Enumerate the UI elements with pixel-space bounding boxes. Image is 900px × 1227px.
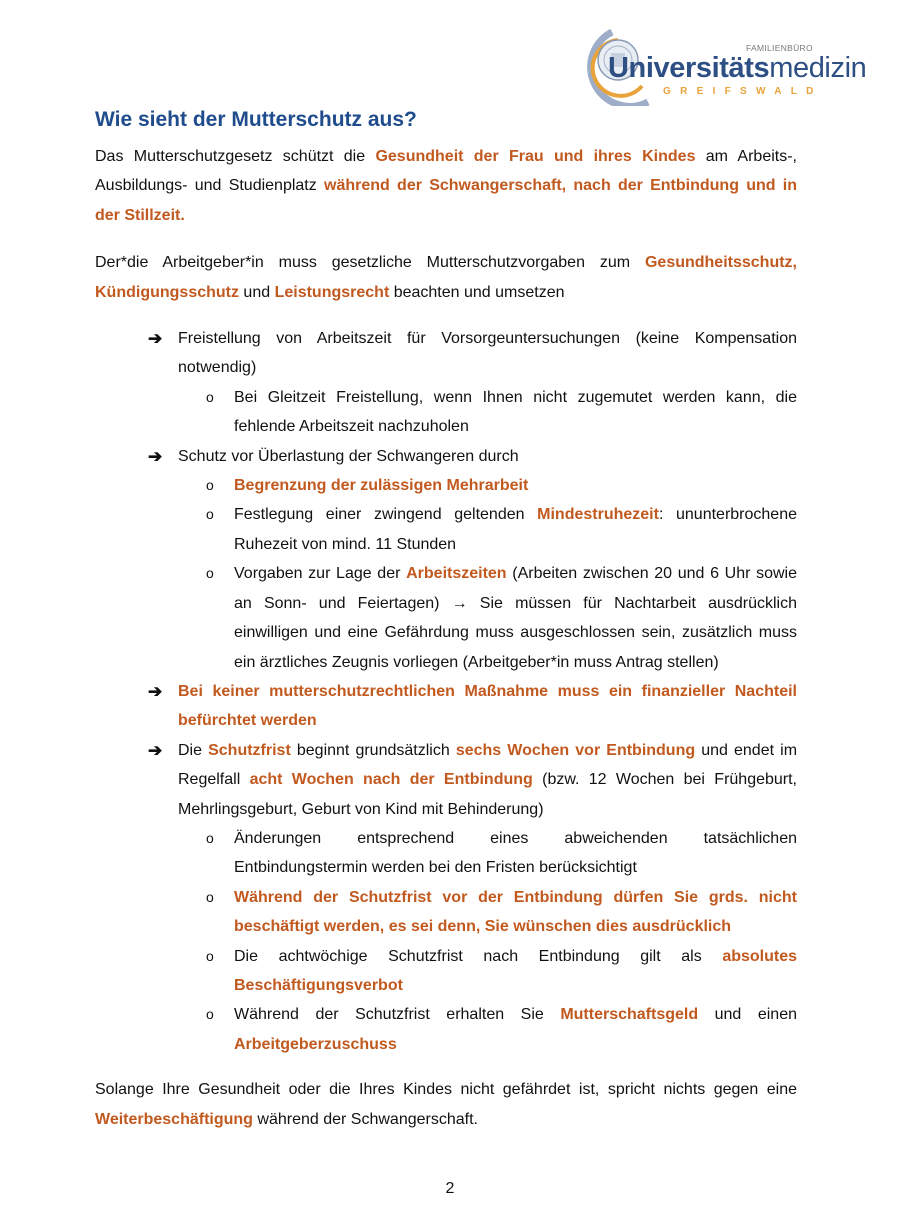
text-run: und bbox=[238, 283, 275, 301]
closing-paragraph bbox=[95, 1075, 797, 1134]
document-body bbox=[95, 105, 797, 1134]
sub-list-item bbox=[206, 824, 797, 883]
university-logo bbox=[572, 26, 867, 106]
text-run: Die bbox=[178, 741, 209, 759]
highlight-text: Arbeitszeiten bbox=[406, 565, 507, 583]
highlight-text: Weiterbeschäftigung bbox=[95, 1110, 253, 1128]
text-run: und endet im Regelfall bbox=[178, 741, 798, 789]
text-run: (bzw. 12 Wochen bei Frühgeburt, Mehrlingsgeburt, Geburt von Kind mit Behinderung) bbox=[178, 771, 798, 818]
text-run: am Arbeits-, Ausbildungs- und Studienplatz bbox=[95, 148, 797, 195]
highlight-text: sechs Wochen vor Entbindung bbox=[455, 741, 696, 759]
arrow-bullet-icon: ➔ bbox=[148, 681, 163, 701]
arrow-bullet-icon: ➔ bbox=[148, 740, 163, 760]
text-run: Der*die Arbeitgeber*in muss gesetzliche Mutterschutzvorgaben zum bbox=[95, 254, 645, 272]
highlight-text: Begrenzung der zulässigen Mehrarbeit bbox=[234, 477, 529, 495]
highlight-text: Arbeitgeberzuschuss bbox=[234, 1035, 397, 1053]
sub-list bbox=[178, 471, 797, 677]
text-run: beachten und umsetzen bbox=[389, 283, 565, 301]
list-item bbox=[95, 736, 797, 1059]
text-run: Festlegung einer zwingend geltenden bbox=[234, 506, 538, 524]
highlight-text: absolutes Beschäftigungsverbot bbox=[234, 947, 797, 994]
section-heading: Wie sieht der Mutterschutz aus? bbox=[95, 108, 417, 131]
circle-bullet-icon: o bbox=[206, 888, 214, 905]
list-item bbox=[95, 324, 797, 442]
logo-brand-light: medizin bbox=[769, 52, 867, 84]
circle-bullet-icon: o bbox=[206, 829, 214, 846]
arrow-right-icon: → bbox=[451, 594, 468, 612]
circle-bullet-icon: o bbox=[206, 1006, 214, 1023]
text-run: Solange Ihre Gesundheit oder die Ihres Kindes nicht gefährdet ist, spricht nichts gegen eine bbox=[95, 1081, 797, 1099]
sub-list-item bbox=[206, 942, 797, 1001]
highlight-text: Mindestruhezeit bbox=[537, 506, 659, 524]
arrow-bullet-icon: ➔ bbox=[148, 446, 163, 466]
highlight-text: Schutzfrist bbox=[208, 741, 291, 759]
measures-list bbox=[95, 324, 797, 1059]
circle-bullet-icon: o bbox=[206, 947, 214, 964]
logo-city: GREIFSWALD bbox=[663, 86, 823, 97]
highlight-text: Bei keiner mutterschutzrechtlichen Maßnahme muss ein finanzieller Nachteil befürchtet werden bbox=[178, 682, 797, 730]
highlight-text: Kündigungsschutz bbox=[95, 283, 239, 301]
sub-list-item bbox=[206, 883, 797, 942]
text-run: Das Mutterschutzgesetz schützt die bbox=[95, 148, 376, 165]
sub-list-item bbox=[206, 1000, 798, 1059]
list-item bbox=[95, 677, 797, 736]
highlight-text: Gesundheit der Frau und ihres Kindes bbox=[375, 148, 696, 165]
arrow-bullet-icon: ➔ bbox=[148, 329, 163, 349]
circle-bullet-icon: o bbox=[206, 477, 214, 494]
highlight-text: Während der Schutzfrist vor der Entbindung dürfen Sie grds. nicht beschäftigt werden, es sei denn, Sie wünschen dies ausdrücklich bbox=[234, 888, 797, 936]
sub-list-item bbox=[206, 471, 797, 500]
list-item bbox=[95, 442, 797, 677]
highlight-text: Mutterschaftsgeld bbox=[560, 1006, 699, 1024]
sub-list-item-text: Änderungen entsprechend eines abweichenden tatsächlichen Entbindungstermin werden bei den Fristen berücksichtigt bbox=[234, 829, 797, 877]
sub-list-item bbox=[206, 383, 797, 442]
sub-list bbox=[178, 824, 797, 1059]
circle-bullet-icon: o bbox=[206, 565, 214, 582]
logo-office-label: FAMILIENBÜRO bbox=[746, 43, 813, 53]
logo-brand-bold: Universitäts bbox=[608, 52, 770, 84]
text-run: Vorgaben zur Lage der bbox=[234, 565, 407, 583]
text-run: Während der Schutzfrist erhalten Sie bbox=[234, 1006, 561, 1024]
highlight-text: während der Schwangerschaft, nach der Entbindung und in der Stillzeit. bbox=[95, 177, 798, 224]
text-run: Die achtwöchige Schutzfrist nach Entbindung gilt als bbox=[234, 947, 723, 965]
list-item-text: Freistellung von Arbeitszeit für Vorsorgeuntersuchungen (keine Kompensation notwendig) bbox=[178, 330, 797, 377]
paragraph-spacer bbox=[95, 230, 797, 248]
text-run: beginnt grundsätzlich bbox=[290, 741, 456, 759]
highlight-text: Leistungsrecht bbox=[274, 283, 390, 301]
text-run: während der Schwangerschaft. bbox=[252, 1110, 478, 1128]
sub-list-item bbox=[206, 500, 797, 559]
sub-list bbox=[178, 383, 797, 442]
highlight-text: Gesundheitsschutz, bbox=[644, 254, 797, 272]
page-number: 2 bbox=[445, 1180, 455, 1197]
circle-bullet-icon: o bbox=[206, 388, 214, 405]
logo-brand bbox=[608, 51, 866, 85]
text-run: (Arbeiten zwischen 20 und 6 Uhr sowie an Sonn- und Feiertagen) bbox=[234, 565, 798, 612]
text-run: und einen bbox=[698, 1006, 798, 1024]
text-run: Sie müssen für Nachtarbeit ausdrücklich einwilligen und eine Gefährdung muss ausgeschlossen sein, zusätzlich muss ein ärztliches Zeugnis vorliegen (Arbeitgeber*in muss Antrag stellen) bbox=[234, 594, 797, 671]
highlight-text: acht Wochen nach der Entbindung bbox=[249, 771, 533, 789]
employer-paragraph bbox=[95, 248, 797, 307]
text-run: : ununterbrochene Ruhezeit von mind. 11 Stunden bbox=[234, 506, 797, 553]
list-item-text: Schutz vor Überlastung der Schwangeren durch bbox=[178, 447, 519, 465]
sub-list-item-text: Bei Gleitzeit Freistellung, wenn Ihnen nicht zugemutet werden kann, die fehlende Arbeitszeit nachzuholen bbox=[234, 388, 797, 436]
intro-paragraph bbox=[95, 142, 797, 230]
sub-list-item bbox=[206, 559, 798, 677]
circle-bullet-icon: o bbox=[206, 506, 214, 523]
